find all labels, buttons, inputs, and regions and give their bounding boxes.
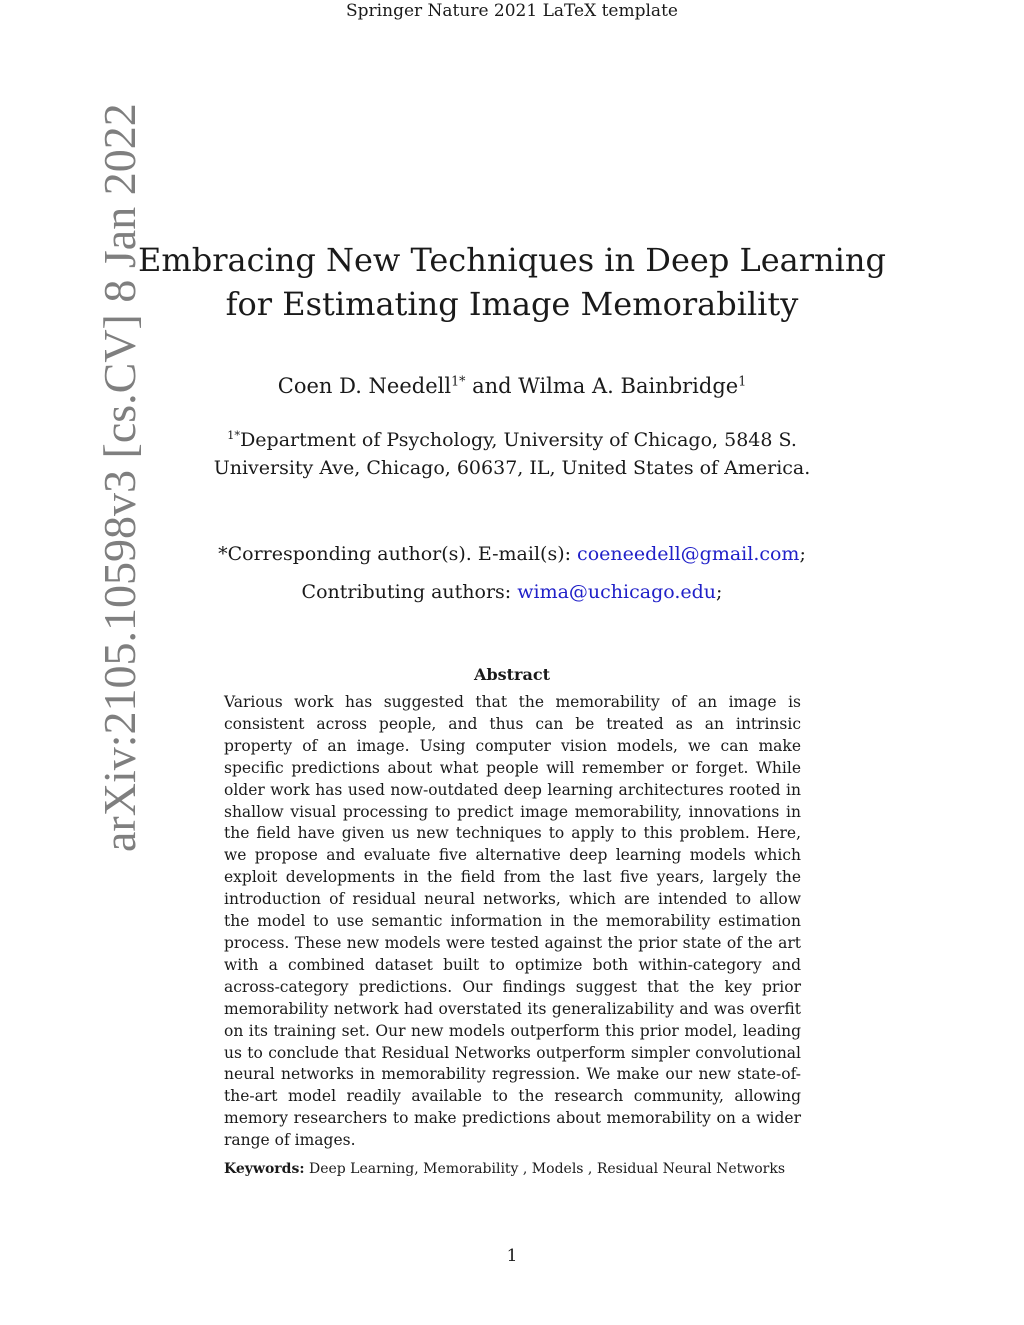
title-line-2: for Estimating Image Memorability	[225, 285, 799, 323]
corresponding-label: *Corresponding author(s). E-mail(s):	[218, 543, 578, 565]
contributing-suffix: ;	[716, 581, 723, 603]
affiliation	[120, 426, 904, 482]
contributing-authors	[120, 578, 904, 606]
author-affiliation-mark: 1	[738, 373, 747, 389]
arxiv-identifier: arXiv:2105.10598v3 [cs.CV] 8 Jan 2022	[94, 103, 145, 852]
contributing-email-link[interactable]: wima@uchicago.edu	[517, 581, 717, 603]
keywords-list: Deep Learning, Memorability , Models , Residual Neural Networks	[304, 1161, 786, 1177]
corresponding-email-link[interactable]: coeneedell@gmail.com	[577, 543, 800, 565]
corresponding-suffix: ;	[799, 543, 806, 565]
running-head: Springer Nature 2021 LaTeX template	[346, 1, 678, 21]
affiliation-line-2: University Ave, Chicago, 60637, IL, United States of America.	[213, 457, 811, 479]
paper-title	[120, 238, 904, 326]
author-conjunction: and	[465, 374, 519, 398]
author-name: Wilma A. Bainbridge	[518, 374, 739, 398]
affiliation-mark: 1*	[227, 428, 241, 443]
affiliation-text: Department of Psychology, University of Chicago, 5848 S.	[240, 429, 797, 451]
author-affiliation-mark: 1*	[451, 373, 466, 389]
keywords	[224, 1160, 801, 1179]
contributing-label: Contributing authors:	[301, 581, 518, 603]
page-number: 1	[506, 1246, 518, 1266]
title-line-1: Embracing New Techniques in Deep Learning	[138, 241, 886, 279]
affiliation-line-1	[120, 426, 904, 454]
abstract-heading: Abstract	[474, 665, 550, 684]
keywords-label: Keywords:	[224, 1161, 305, 1177]
author-name: Coen D. Needell	[277, 374, 452, 398]
abstract-text: Various work has suggested that the memorability of an image is consistent across people, and thus can be treated as an intrinsic property of an image. Using computer vision models, we can make specific predictions about what people will remember or forget. While older work has used now-outdated deep learning architectures rooted in shallow visual processing to predict image memorability, innovations in the field have given us new techniques to apply to this problem. Here, we propose and evaluate five alternative deep learning models which exploit developments in the field from the last five years, largely the introduction of residual neural networks, which are intended to allow the model to use semantic information in the memorability estimation process. These new models were tested against the prior state of the art with a combined dataset built to optimize both within-category and across-category predictions. Our findings suggest that the key prior memorability network had overstated its generalizability and was overfit on its training set. Our new models outperform this prior model, leading us to conclude that Residual Networks outperform simpler convolutional neural networks in memorability regression. We make our new state-of-the-art model readily available to the research community, allowing memory researchers to make predictions about memorability on a wider range of images.	[224, 693, 801, 1150]
corresponding-author	[120, 540, 904, 568]
author-list	[120, 372, 904, 400]
